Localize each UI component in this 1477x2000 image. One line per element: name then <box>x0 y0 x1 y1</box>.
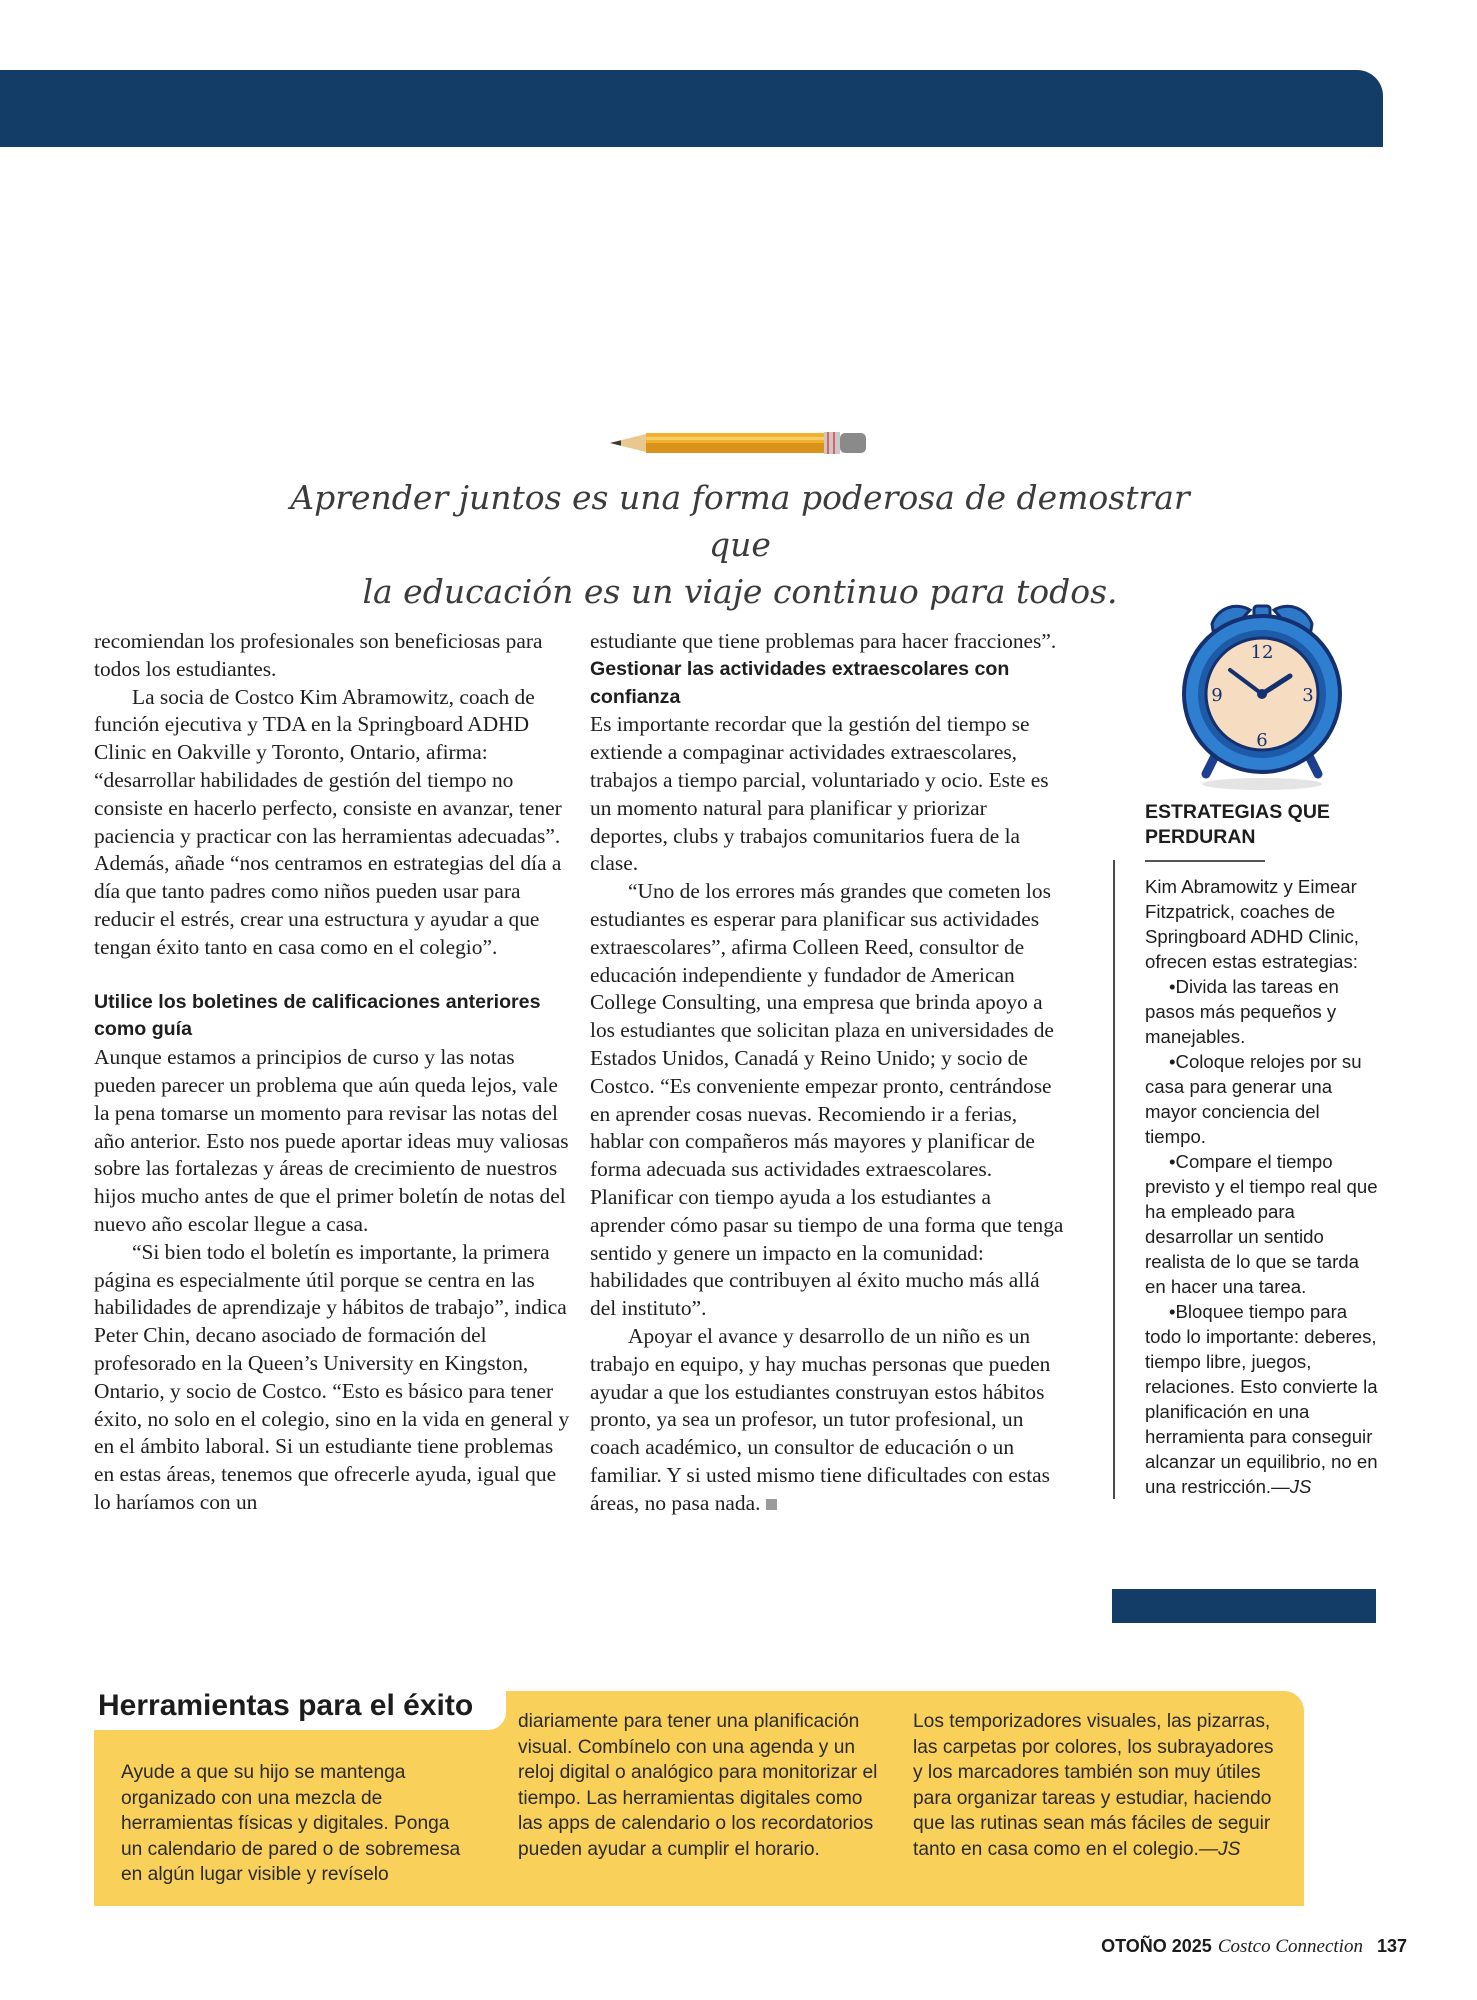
pull-quote-line-2: la educación es un viaje continuo para todos. <box>362 572 1118 611</box>
sidebar-bottom-bar <box>1112 1589 1376 1623</box>
paragraph: recomiendan los profesionales son beneficiosas para todos los estudiantes. <box>94 629 543 681</box>
sidebar-list-item: •Divida las tareas en pasos más pequeños y manejables. <box>1145 976 1339 1047</box>
section-heading: Utilice los boletines de calificaciones anteriores como guía <box>94 990 541 1041</box>
header-color-bar <box>0 70 1383 147</box>
bullet-icon: • <box>1169 1151 1176 1172</box>
paragraph: Aunque estamos a principios de curso y las notas pueden parecer un problema que aún queda lejos, vale la pena tomarse un momento para revisar las notas del año anterior. Esto nos puede aportar ideas muy valiosas sobre las fortalezas y áreas de crecimiento de nuestros hijos mucho antes de que el primer boletín de notas del nuevo año escolar llegue a casa. <box>94 1045 569 1236</box>
sidebar-signature: —JS <box>1271 1476 1312 1497</box>
bullet-icon: • <box>1169 1051 1176 1072</box>
tools-column-3 <box>913 1709 1278 1862</box>
paragraph <box>590 1323 1068 1518</box>
tools-text: diariamente para tener una planificación visual. Combínelo con una agenda y un reloj digital o analógico para monitorizar el tiempo. Las herramientas digitales como las apps de calendario o los recordatorios pueden ayudar a cumplir el horario. <box>518 1711 878 1860</box>
pull-quote <box>260 474 1220 615</box>
paragraph-text: Apoyar el avance y desarrollo de un niño es un trabajo en equipo, y hay muchas personas que pueden ayudar a que los estudiantes construyan estos hábitos pronto, ya sea un profesor, un tutor profesional, un coach académico, un consultor de educación o un familiar. Y si usted mismo tiene dificultades con estas áreas, no pasa nada. <box>590 1323 1051 1515</box>
sidebar-intro: Kim Abramowitz y Eimear Fitzpatrick, coaches de Springboard ADHD Clinic, ofrecen estas estrategias: <box>1145 876 1359 972</box>
tools-column-1 <box>121 1760 476 1888</box>
sidebar-title: ESTRATEGIAS QUE PERDURAN <box>1145 801 1330 848</box>
svg-text:12: 12 <box>1250 642 1274 663</box>
sidebar-list-item: •Compare el tiempo previsto y el tiempo real que ha empleado para desarrollar un sentido realista de lo que se tarda en hacer una tarea. <box>1145 1151 1378 1297</box>
tools-title: Herramientas para el éxito <box>94 1682 506 1730</box>
sidebar-list-item: •Coloque relojes por su casa para generar una mayor conciencia del tiempo. <box>1145 1051 1362 1147</box>
tools-column-2 <box>518 1709 878 1862</box>
page-footer <box>1101 1936 1407 1958</box>
tools-text: Los temporizadores visuales, las pizarras, las carpetas por colores, los subrayadores y los marcadores también son muy útiles para organizar tareas y estudiar, haciendo que las rutinas sean más fáciles de seguir tanto en casa como en el colegio. <box>913 1711 1274 1860</box>
pencil-icon <box>610 428 868 458</box>
page-number: 137 <box>1376 1936 1407 1956</box>
article-column-1 <box>94 628 572 1517</box>
svg-text:3: 3 <box>1302 685 1314 706</box>
article-column-2 <box>590 628 1068 1518</box>
svg-text:9: 9 <box>1211 685 1223 706</box>
footer-magazine: Costco Connection <box>1217 1936 1363 1957</box>
bullet-icon: • <box>1169 1301 1176 1322</box>
strategies-sidebar <box>1113 800 1383 1499</box>
alarm-clock-icon <box>1172 596 1352 796</box>
tools-text: Ayude a que su hijo se mantenga organizado con una mezcla de herramientas físicas y digitales. Ponga un calendario de pared o de sobremesa en algún lugar visible y revíselo <box>121 1762 461 1885</box>
paragraph: “Uno de los errores más grandes que cometen los estudiantes es esperar para planificar sus actividades extraescolares”, afirma Colleen Reed, consultor de educación independiente y fundador de American College Consulting, una empresa que brinda apoyo a los estudiantes que solicitan plaza en universidades de Estados Unidos, Canadá y Reino Unido; y socio de Costco. “Es conveniente empezar pronto, centrándose en aprender cosas nuevas. Recomiendo ir a ferias, hablar con compañeros más mayores y planificar de forma adecuada sus actividades extraescolares. Planificar con tiempo ayuda a los estudiantes a aprender cómo pasar su tiempo de una forma que tenga sentido y genere un impacto en la comunidad: habilidades que contribuyen al éxito mucho más allá del instituto”. <box>590 879 1064 1321</box>
svg-text:6: 6 <box>1256 730 1268 751</box>
paragraph: “Si bien todo el boletín es importante, la primera página es especialmente útil porque se centra en las habilidades de aprendizaje y hábitos de trabajo”, indica Peter Chin, decano asociado de formación del profesorado en la Queen’s University en Kingston, Ontario, y socio de Costco. “Esto es básico para tener éxito, no solo en el colegio, sino en la vida en general y en el ámbito laboral. Si un estudiante tiene problemas en estas áreas, tenemos que ofrecerle ayuda, igual que lo haríamos con un <box>94 1239 570 1514</box>
end-mark-icon <box>766 1499 777 1510</box>
pull-quote-line-1: Aprender juntos es una forma poderosa de demostrar que <box>290 478 1190 564</box>
paragraph: La socia de Costco Kim Abramowitz, coach de función ejecutiva y TDA en la Springboard ADHD Clinic en Oakville y Toronto, Ontario, afirma: “desarrollar habilidades de gestión del tiempo no consiste en hacerlo perfecto, consiste en avanzar, tener paciencia y practicar con las herramientas adecuadas”. Además, añade “nos centramos en estrategias del día a día que tanto padres como niños pueden usar para reducir el estrés, crear una estructura y ayudar a que tengan éxito tanto en casa como en el colegio”. <box>94 684 562 959</box>
paragraph: estudiante que tiene problemas para hacer fracciones”. <box>590 629 1057 653</box>
sidebar-list-item: •Bloquee tiempo para todo lo importante: deberes, tiempo libre, juegos, relaciones. Esto convierte la planificación en una herramienta para conseguir alcanzar un equilibrio, no en una restricción.—JS <box>1145 1301 1378 1497</box>
paragraph: Es importante recordar que la gestión del tiempo se extiende a compaginar actividades extraescolares, trabajos a tiempo parcial, voluntariado y ocio. Este es un momento natural para planificar y priorizar deportes, clubs y trabajos comunitarios fuera de la clase. <box>590 712 1049 876</box>
section-heading: Gestionar las actividades extraescolares con confianza <box>590 657 1010 708</box>
footer-edition: OTOÑO 2025 <box>1101 1936 1212 1956</box>
tools-signature: —JS <box>1198 1838 1241 1860</box>
sidebar-rule <box>1145 860 1265 862</box>
bullet-icon: • <box>1169 976 1176 997</box>
